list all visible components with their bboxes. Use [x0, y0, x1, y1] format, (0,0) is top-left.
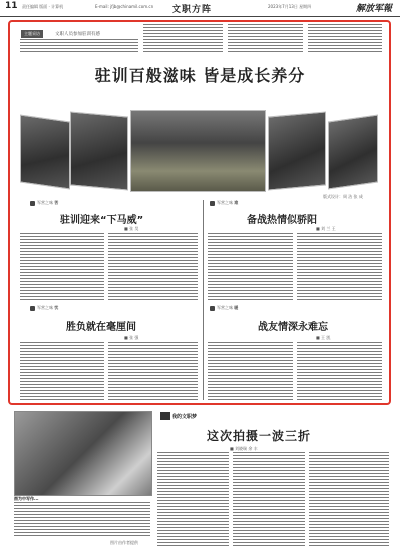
article-text — [108, 342, 198, 400]
photo — [20, 114, 70, 189]
bottom-author: ■ 刘晓瑞 余 丰 — [230, 446, 258, 451]
section-seal: 军营之味 忧 — [30, 305, 58, 311]
intro-text — [20, 39, 138, 54]
photo — [328, 114, 378, 189]
article-text — [297, 342, 382, 400]
section-title: 文职方阵 — [172, 5, 213, 15]
photo-caption-text — [14, 502, 150, 536]
intro-text — [143, 24, 223, 54]
article-text — [208, 342, 293, 400]
design-credit: 版式设计：周 洁 张 成 — [323, 194, 363, 199]
article-text — [157, 452, 229, 546]
page-number: 11 — [5, 1, 18, 11]
bottom-title: 这次拍摄一波三折 — [207, 429, 312, 443]
intro-tag: 主题采访 — [21, 30, 43, 38]
seal-icon — [30, 306, 35, 311]
photo — [130, 110, 266, 192]
photo-credit: 图片由作者提供 — [110, 540, 138, 545]
article-text — [20, 233, 104, 301]
intro-text — [308, 24, 382, 54]
article-text — [20, 342, 104, 400]
section-author: ■ 刘 兰 王 — [316, 226, 336, 231]
issue-date: 2023年7月13日 星期四 — [268, 4, 312, 9]
section-author: ■ 张 昊 — [124, 226, 139, 231]
section-seal: 军营之味 难 — [210, 200, 238, 206]
article-text — [108, 233, 198, 301]
section-seal: 军营之味 暖 — [210, 305, 238, 311]
intro-text — [228, 24, 303, 54]
article-text — [208, 233, 293, 301]
column-divider — [203, 200, 204, 400]
section-heading: 战友情深永难忘 — [258, 322, 328, 333]
photo-caption: 图为中写作... — [14, 496, 39, 501]
section-heading: 胜负就在毫厘间 — [66, 322, 136, 333]
column-tag: 我的文职梦 — [172, 414, 198, 420]
seal-icon — [30, 201, 35, 206]
feature-title: 驻训百般滋味 皆是成长养分 — [94, 66, 306, 85]
intro-heading: 文职人员参加驻训有感 — [55, 32, 100, 37]
seal-icon — [210, 306, 215, 311]
article-text — [309, 452, 389, 546]
editor-meta: 责任编辑 版面 · 计算机 — [22, 4, 64, 9]
article-text — [297, 233, 382, 301]
column-mark-icon — [160, 412, 170, 420]
article-text — [233, 452, 305, 546]
photo — [268, 111, 326, 190]
section-heading: 驻训迎来“下马威” — [60, 215, 144, 226]
section-author: ■ 张 强 — [124, 335, 139, 340]
email: E-mail: jfjb@chinamil.com.cn — [95, 4, 154, 9]
photo — [70, 111, 128, 190]
newspaper-logo: 解放军報 — [356, 4, 393, 14]
masthead — [0, 0, 400, 17]
section-seal: 军营之味 苦 — [30, 200, 58, 206]
soldier-photo — [14, 411, 152, 496]
section-author: ■ 王 凯 — [316, 335, 331, 340]
seal-icon — [210, 201, 215, 206]
section-heading: 备战热情似骄阳 — [247, 215, 317, 226]
photo-collage — [20, 110, 380, 192]
